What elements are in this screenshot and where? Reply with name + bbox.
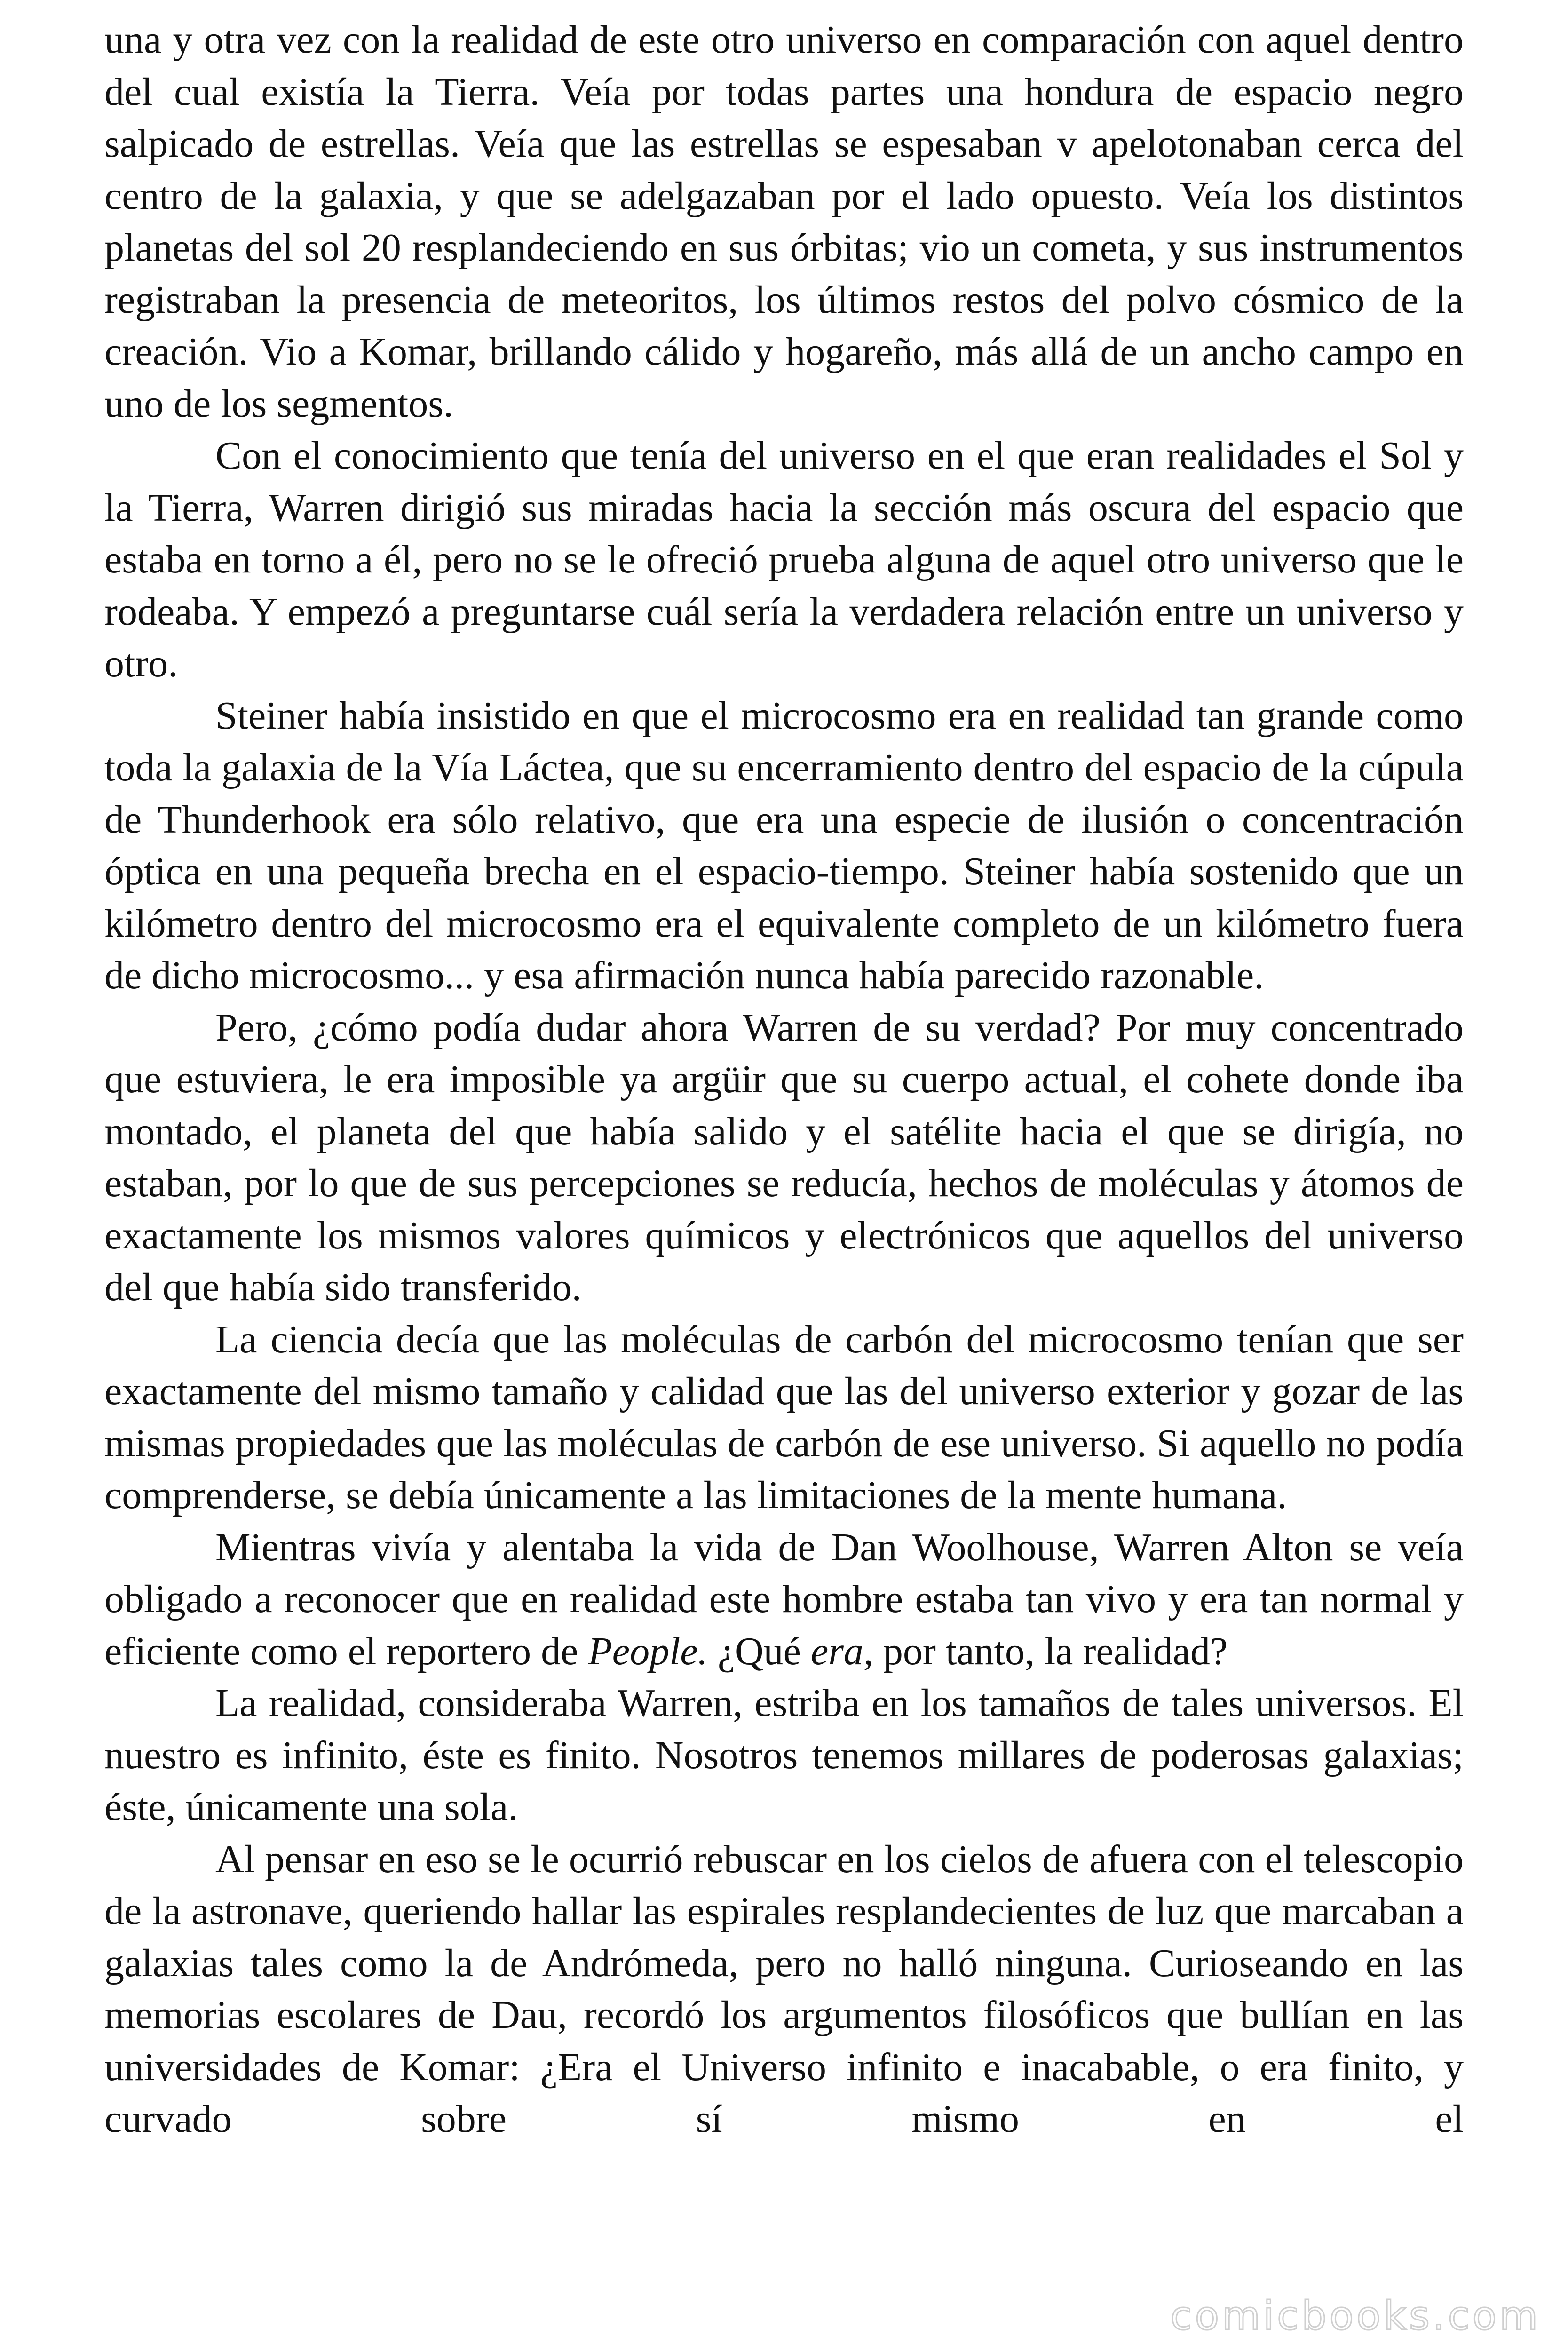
paragraph-6 bbox=[104, 1522, 1464, 1678]
paragraph-3-text: Steiner había insistido en que el microcosmo era en realidad tan grande como toda la galaxia de la Vía Láctea, que su encerramiento dentro del espacio de la cúpula de Thunderhook era sólo relativo, que era una especie de ilusión o concentración óptica en una pequeña brecha en el espacio-tiempo. Steiner había sostenido que un kilómetro dentro del microcosmo era el equivalente completo de un kilómetro fuera de dicho microcosmo... y esa afirmación nunca había parecido razonable. bbox=[104, 693, 1464, 997]
watermark: comicbooks.com bbox=[1170, 2293, 1541, 2339]
italic-era: era, bbox=[810, 1629, 873, 1673]
paragraph-6-text-a: Mientras vivía y alentaba la vida de Dan Woolhouse, Warren Alton se veía obligado a reconocer que en realidad este hombre estaba tan vivo y era tan normal y eficiente como el reportero de bbox=[104, 1525, 1464, 1673]
paragraph-5-text: La ciencia decía que las moléculas de carbón del microcosmo tenían que ser exactamente del mismo tamaño y calidad que las del universo exterior y gozar de las mismas propiedades que las moléculas de carbón de ese universo. Si aquello no podía comprenderse, se debía únicamente a las limitaciones de la mente humana. bbox=[104, 1317, 1464, 1517]
paragraph-2 bbox=[104, 430, 1464, 690]
book-page bbox=[104, 14, 1464, 2319]
italic-people: People. bbox=[588, 1629, 708, 1673]
paragraph-3 bbox=[104, 690, 1464, 1002]
paragraph-2-text: Con el conocimiento que tenía del universo en el que eran realidades el Sol y la Tierra, Warren dirigió sus miradas hacia la sección más oscura del espacio que estaba en torno a él, pero no se le ofreció prueba alguna de aquel otro universo que le rodeaba. Y empezó a preguntarse cuál sería la verdadera relación entre un universo y otro. bbox=[104, 434, 1464, 685]
paragraph-4 bbox=[104, 1002, 1464, 1314]
paragraph-6-text-c: por tanto, la realidad? bbox=[873, 1629, 1228, 1673]
paragraph-5 bbox=[104, 1314, 1464, 1522]
paragraph-8 bbox=[104, 1834, 1464, 2145]
paragraph-8-text: Al pensar en eso se le ocurrió rebuscar en los cielos de afuera con el telescopio de la astronave, queriendo hallar las espirales resplandecientes de luz que marcaban a galaxias tales como la de Andrómeda, pero no halló ninguna. Curioseando en las memorias escolares de Dau, recordó los argumentos filosóficos que bullían en las universidades de Komar: ¿Era el Universo infinito e inacabable, o era finito, y curvado sobre sí mismo en el bbox=[104, 1837, 1464, 2141]
paragraph-1 bbox=[104, 14, 1464, 430]
paragraph-6-text-b: ¿Qué bbox=[707, 1629, 811, 1673]
paragraph-4-text: Pero, ¿cómo podía dudar ahora Warren de su verdad? Por muy concentrado que estuviera, le era imposible ya argüir que su cuerpo actual, el cohete donde iba montado, el planeta del que había salido y el satélite hacia el que se dirigía, no estaban, por lo que de sus percepciones se reducía, hechos de moléculas y átomos de exactamente los mismos valores químicos y electrónicos que aquellos del universo del que había sido transferido. bbox=[104, 1005, 1464, 1309]
paragraph-1-text: una y otra vez con la realidad de este otro universo en comparación con aquel dentro del cual existía la Tierra. Veía por todas partes una hondura de espacio negro salpicado de estrellas. Veía que las estrellas se espesaban v apelotonaban cerca del centro de la galaxia, y que se adelgazaban por el lado opuesto. Veía los distintos planetas del sol 20 resplandeciendo en sus órbitas; vio un cometa, y sus instrumentos registraban la presencia de meteoritos, los últimos restos del polvo cósmico de la creación. Vio a Komar, brillando cálido y hogareño, más allá de un ancho campo en uno de los segmentos. bbox=[104, 18, 1464, 426]
paragraph-7 bbox=[104, 1677, 1464, 1834]
paragraph-7-text: La realidad, consideraba Warren, estriba en los tamaños de tales universos. El nuestro es infinito, éste es finito. Nosotros tenemos millares de poderosas galaxias; éste, únicamente una sola. bbox=[104, 1681, 1464, 1829]
